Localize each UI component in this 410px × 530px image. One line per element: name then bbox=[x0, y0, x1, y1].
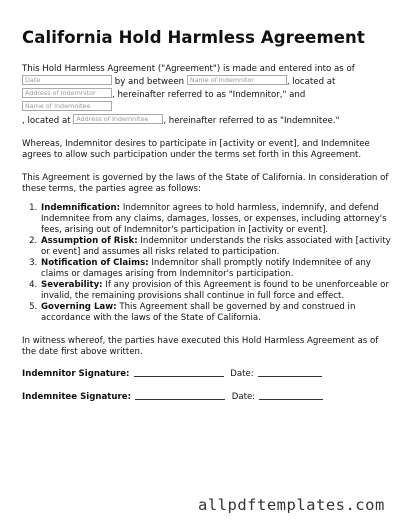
indemnitee-signature-line[interactable] bbox=[135, 391, 225, 400]
clause-text: Indemnitor shall promptly notify Indemnitee of any claims or damages arising from Indemnitor's participation. bbox=[41, 258, 371, 279]
clause-heading: Indemnification: bbox=[41, 203, 121, 213]
indemnitor-address-field[interactable]: Address of Indemnitor bbox=[22, 88, 112, 98]
intro-text-3: , located at bbox=[286, 77, 336, 87]
indemnitor-signature-row bbox=[22, 368, 392, 382]
indemnitee-signature-row bbox=[22, 391, 392, 405]
page-title: California Hold Harmless Agreement bbox=[22, 28, 365, 47]
indemnitor-signature-label: Indemnitor Signature: bbox=[22, 369, 130, 379]
clause-heading: Assumption of Risk: bbox=[41, 236, 138, 246]
intro-text-1: This Hold Harmless Agreement ("Agreement") is made and entered into as of bbox=[22, 64, 355, 74]
indemnitee-date-line[interactable] bbox=[259, 391, 323, 400]
clause-text: If any provision of this Agreement is found to be unenforceable or invalid, the remaining provisions shall continue in full force and effect. bbox=[41, 280, 389, 301]
clause-heading: Notification of Claims: bbox=[41, 258, 149, 268]
document-page bbox=[22, 28, 392, 405]
clause-list bbox=[22, 203, 392, 324]
clause-text: This Agreement shall be governed by and construed in accordance with the laws of the State of California. bbox=[41, 302, 356, 323]
whereas-paragraph: Whereas, Indemnitor desires to participate in [activity or event], and Indemnitee agrees to allow such participation under the terms set forth in this Agreement. bbox=[22, 139, 370, 160]
indemnitor-name-field[interactable]: Name of Indemnitor bbox=[187, 75, 287, 85]
clause-item bbox=[40, 258, 392, 280]
indemnitor-date-line[interactable] bbox=[258, 368, 322, 377]
intro-text-6: , hereinafter referred to as "Indemnitee." bbox=[163, 116, 340, 126]
clause-item bbox=[40, 236, 392, 258]
intro-paragraph bbox=[22, 63, 392, 127]
governed-paragraph: This Agreement is governed by the laws of the State of California. In consideration of these terms, the parties agree as follows: bbox=[22, 173, 389, 194]
indemnitee-signature-label: Indemnitee Signature: bbox=[22, 392, 132, 402]
clause-item bbox=[40, 203, 392, 236]
witness-paragraph: In witness whereof, the parties have executed this Hold Harmless Agreement as of the date first above written. bbox=[22, 336, 379, 357]
intro-text-4: , hereinafter referred to as "Indemnitor," and bbox=[112, 90, 306, 100]
clause-heading: Governing Law: bbox=[41, 302, 117, 312]
clause-text: Indemnitor agrees to hold harmless, indemnify, and defend Indemnitee from any claims, damages, losses, or expenses, including attorney's fees, arising out of Indemnitor's participation in [activity or event]. bbox=[41, 203, 387, 235]
intro-text-2: by and between bbox=[114, 77, 185, 87]
intro-text-5: , located at bbox=[22, 116, 71, 126]
clause-item bbox=[40, 280, 392, 302]
indemnitee-name-field[interactable]: Name of Indemnitee bbox=[22, 101, 112, 111]
date-label: Date: bbox=[230, 369, 254, 379]
clause-text: Indemnitor understands the risks associated with [activity or event] and assumes all risks related to participation. bbox=[41, 236, 391, 257]
clause-item bbox=[40, 302, 392, 324]
site-watermark: allpdftemplates.com bbox=[198, 496, 385, 514]
indemnitor-signature-line[interactable] bbox=[134, 368, 224, 377]
date-field[interactable]: Date bbox=[22, 75, 112, 85]
indemnitee-address-field[interactable]: Address of Indemnitee bbox=[73, 114, 163, 124]
clause-heading: Severability: bbox=[41, 280, 103, 290]
date-label: Date: bbox=[231, 392, 256, 402]
